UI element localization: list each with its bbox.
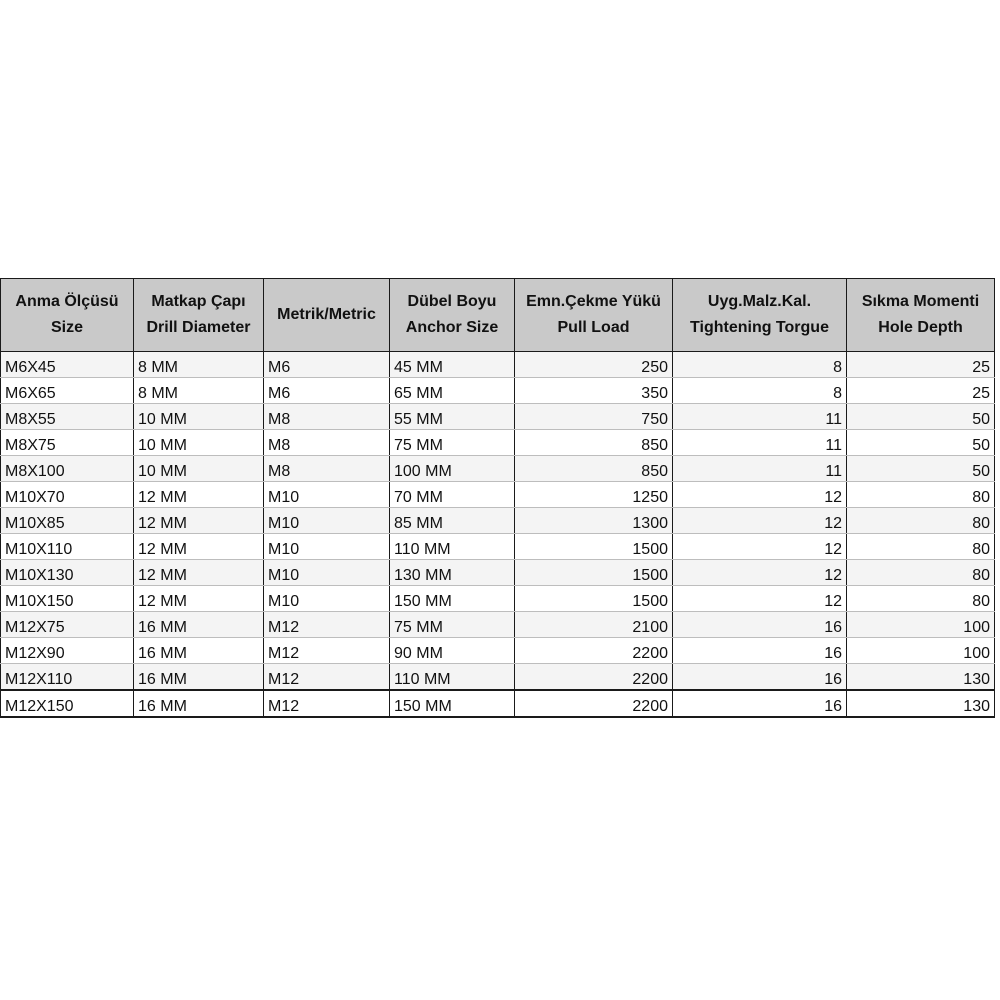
hole-depth-cell: 100	[847, 638, 995, 664]
drill-diameter-cell: 16 MM	[134, 690, 264, 717]
hole-depth-cell: 130	[847, 690, 995, 717]
table-row	[1, 690, 995, 717]
pull-load-cell: 850	[515, 456, 673, 482]
table-row	[1, 638, 995, 664]
header-size: Anma Ölçüsü Size	[1, 279, 134, 352]
pull-load-cell: 750	[515, 404, 673, 430]
size-cell: M10X110	[1, 534, 134, 560]
tightening-torque-cell: 11	[673, 456, 847, 482]
table-row	[1, 560, 995, 586]
size-cell: M12X150	[1, 690, 134, 717]
anchor-size-cell: 110 MM	[390, 664, 515, 691]
metric-cell: M8	[264, 430, 390, 456]
anchor-size-cell: 45 MM	[390, 352, 515, 378]
size-cell: M12X90	[1, 638, 134, 664]
anchor-spec-table	[0, 278, 995, 718]
tightening-torque-cell: 8	[673, 352, 847, 378]
table-row	[1, 586, 995, 612]
table-row	[1, 378, 995, 404]
anchor-size-cell: 150 MM	[390, 586, 515, 612]
hole-depth-cell: 50	[847, 404, 995, 430]
pull-load-cell: 2200	[515, 690, 673, 717]
header-metric: Metrik/Metric	[264, 279, 390, 352]
metric-cell: M12	[264, 612, 390, 638]
table-row	[1, 534, 995, 560]
drill-diameter-cell: 8 MM	[134, 378, 264, 404]
drill-diameter-cell: 10 MM	[134, 430, 264, 456]
hole-depth-cell: 50	[847, 430, 995, 456]
tightening-torque-cell: 16	[673, 664, 847, 691]
metric-cell: M6	[264, 352, 390, 378]
tightening-torque-cell: 16	[673, 638, 847, 664]
pull-load-cell: 2200	[515, 638, 673, 664]
table-row	[1, 664, 995, 691]
pull-load-cell: 850	[515, 430, 673, 456]
anchor-size-cell: 85 MM	[390, 508, 515, 534]
metric-cell: M8	[264, 404, 390, 430]
header-row	[1, 279, 995, 352]
size-cell: M8X55	[1, 404, 134, 430]
size-cell: M10X85	[1, 508, 134, 534]
metric-cell: M12	[264, 638, 390, 664]
pull-load-cell: 1500	[515, 534, 673, 560]
metric-cell: M10	[264, 482, 390, 508]
pull-load-cell: 250	[515, 352, 673, 378]
pull-load-cell: 1500	[515, 586, 673, 612]
anchor-size-cell: 55 MM	[390, 404, 515, 430]
metric-cell: M10	[264, 560, 390, 586]
anchor-size-cell: 65 MM	[390, 378, 515, 404]
hole-depth-cell: 80	[847, 534, 995, 560]
pull-load-cell: 2200	[515, 664, 673, 691]
header-anchor-size: Dübel Boyu Anchor Size	[390, 279, 515, 352]
size-cell: M12X75	[1, 612, 134, 638]
tightening-torque-cell: 12	[673, 534, 847, 560]
size-cell: M6X45	[1, 352, 134, 378]
tightening-torque-cell: 16	[673, 690, 847, 717]
table-row	[1, 404, 995, 430]
hole-depth-cell: 50	[847, 456, 995, 482]
metric-cell: M10	[264, 534, 390, 560]
size-cell: M12X110	[1, 664, 134, 691]
hole-depth-cell: 25	[847, 352, 995, 378]
table-row	[1, 456, 995, 482]
header-hole-depth: Sıkma Momenti Hole Depth	[847, 279, 995, 352]
metric-cell: M10	[264, 508, 390, 534]
metric-cell: M12	[264, 664, 390, 691]
pull-load-cell: 350	[515, 378, 673, 404]
tightening-torque-cell: 12	[673, 586, 847, 612]
hole-depth-cell: 80	[847, 508, 995, 534]
table-row	[1, 508, 995, 534]
drill-diameter-cell: 10 MM	[134, 404, 264, 430]
hole-depth-cell: 100	[847, 612, 995, 638]
tightening-torque-cell: 11	[673, 404, 847, 430]
table-row	[1, 482, 995, 508]
drill-diameter-cell: 12 MM	[134, 534, 264, 560]
anchor-size-cell: 150 MM	[390, 690, 515, 717]
drill-diameter-cell: 16 MM	[134, 664, 264, 691]
drill-diameter-cell: 12 MM	[134, 560, 264, 586]
anchor-size-cell: 110 MM	[390, 534, 515, 560]
size-cell: M10X130	[1, 560, 134, 586]
metric-cell: M10	[264, 586, 390, 612]
drill-diameter-cell: 16 MM	[134, 638, 264, 664]
hole-depth-cell: 130	[847, 664, 995, 691]
tightening-torque-cell: 12	[673, 482, 847, 508]
anchor-size-cell: 75 MM	[390, 430, 515, 456]
pull-load-cell: 2100	[515, 612, 673, 638]
size-cell: M10X150	[1, 586, 134, 612]
drill-diameter-cell: 12 MM	[134, 482, 264, 508]
table-body	[1, 352, 995, 718]
size-cell: M8X75	[1, 430, 134, 456]
header-tightening-torque: Uyg.Malz.Kal. Tightening Torgue	[673, 279, 847, 352]
table-row	[1, 430, 995, 456]
metric-cell: M12	[264, 690, 390, 717]
tightening-torque-cell: 16	[673, 612, 847, 638]
drill-diameter-cell: 16 MM	[134, 612, 264, 638]
header-drill-diameter: Matkap Çapı Drill Diameter	[134, 279, 264, 352]
tightening-torque-cell: 11	[673, 430, 847, 456]
hole-depth-cell: 80	[847, 586, 995, 612]
drill-diameter-cell: 12 MM	[134, 508, 264, 534]
size-cell: M6X65	[1, 378, 134, 404]
hole-depth-cell: 80	[847, 482, 995, 508]
tightening-torque-cell: 8	[673, 378, 847, 404]
size-cell: M8X100	[1, 456, 134, 482]
metric-cell: M8	[264, 456, 390, 482]
pull-load-cell: 1500	[515, 560, 673, 586]
table-row	[1, 612, 995, 638]
anchor-size-cell: 70 MM	[390, 482, 515, 508]
hole-depth-cell: 80	[847, 560, 995, 586]
pull-load-cell: 1300	[515, 508, 673, 534]
header-pull-load: Emn.Çekme Yükü Pull Load	[515, 279, 673, 352]
table-row	[1, 352, 995, 378]
metric-cell: M6	[264, 378, 390, 404]
anchor-size-cell: 75 MM	[390, 612, 515, 638]
size-cell: M10X70	[1, 482, 134, 508]
drill-diameter-cell: 8 MM	[134, 352, 264, 378]
drill-diameter-cell: 10 MM	[134, 456, 264, 482]
pull-load-cell: 1250	[515, 482, 673, 508]
hole-depth-cell: 25	[847, 378, 995, 404]
tightening-torque-cell: 12	[673, 560, 847, 586]
anchor-size-cell: 130 MM	[390, 560, 515, 586]
drill-diameter-cell: 12 MM	[134, 586, 264, 612]
anchor-size-cell: 100 MM	[390, 456, 515, 482]
anchor-size-cell: 90 MM	[390, 638, 515, 664]
tightening-torque-cell: 12	[673, 508, 847, 534]
